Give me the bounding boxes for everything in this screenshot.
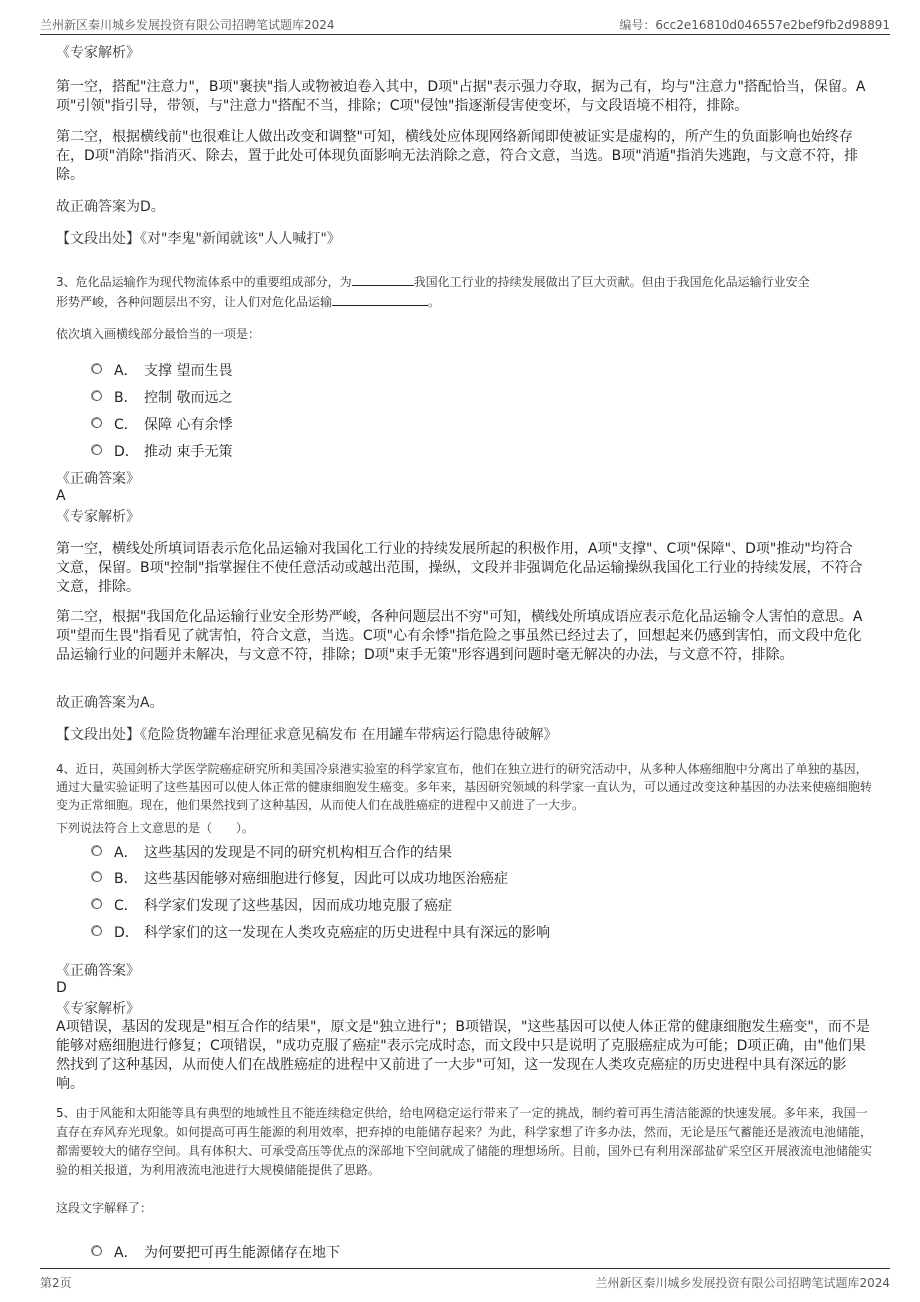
page-footer [40,1268,890,1299]
expert-analysis-tag: 《专家解析》 [56,509,140,525]
radio-button-icon[interactable] [92,418,102,428]
header-serial: 编号：6cc2e16810d046557e2bef9fb2d98891 [619,18,890,32]
correct-answer: A [56,488,66,504]
conclusion: 故正确答案为A。 [56,695,164,711]
fill-blank [332,293,428,306]
analysis-paragraph: A项错误，基因的发现是"相互合作的结果"，原文是"独立进行"；B项错误，"这些基因可以使人体正常的健康细胞发生癌变"，而不是能够对癌细胞进行修复；C项错误，"成功克服了癌症"表示完成时态，而文段中只是说明了克服癌症成为可能；D项正确，由"他们果然找到了这种基因，从而使人们在战胜癌症的进程中又前进了一大步"可知，这一发现在人类攻克癌症的历史进程中具有深远的影响。 [56,1019,870,1092]
radio-button-icon[interactable] [92,926,102,936]
option-text: 科学家们发现了这些基因，因而成功地克服了癌症 [144,898,452,914]
question-text-part: 我国化工行业的持续发展做出了巨大贡献。但由于我国危化品运输行业安全 [413,275,810,289]
radio-button-icon[interactable] [92,391,102,401]
option-letter: B． [114,390,138,406]
option-letter: D． [114,444,139,460]
question-text-part: 。 [428,295,441,309]
footer-title: 兰州新区秦川城乡发展投资有限公司招聘笔试题库2024 [595,1276,890,1290]
question-text-part: 3、危化品运输作为现代物流体系中的重要组成部分，为 [56,275,352,289]
analysis-paragraph: 第一空，横线处所填词语表示危化品运输对我国化工行业的持续发展所起的积极作用，A项"支撑"、C项"保障"、D项"推动"均符合文意，保留。B项"控制"指掌握住不使任意活动或越出范围，操纵，文段并非强调危化品运输操纵我国化工行业的持续发展，不符合文意，排除。 [56,541,863,595]
option-text: 保障 心有余悸 [144,417,233,433]
header-title: 兰州新区秦川城乡发展投资有限公司招聘笔试题库2024 [40,18,335,32]
radio-button-icon[interactable] [92,846,102,856]
fill-blank [352,273,414,286]
analysis-paragraph: 第二空，根据"我国危化品运输行业安全形势严峻，各种问题层出不穷"可知，横线处所填成语应表示危化品运输令人害怕的意思。A项"望而生畏"指看见了就害怕，符合文意，当选。C项"心有余悸"指危险之事虽然已经过去了，回想起来仍感到害怕，而文段中危化品运输行业的问题并未解决，与文意不符，排除；D项"束手无策"形容遇到问题时毫无解决的办法，与文意不符，排除。 [56,609,863,663]
option-letter: A． [114,363,138,379]
option-text: 科学家们的这一发现在人类攻克癌症的历史进程中具有深远的影响 [144,925,550,941]
page-header [40,8,890,35]
conclusion: 故正确答案为D。 [56,199,165,215]
expert-analysis-tag: 《专家解析》 [56,45,140,61]
radio-button-icon[interactable] [92,1246,102,1256]
expert-analysis-tag: 《专家解析》 [56,1001,140,1017]
option-text: 控制 敬而远之 [144,390,233,406]
page-number: 第2页 [40,1276,72,1290]
question-prompt: 这段文字解释了： [56,1201,153,1215]
correct-answer-tag: 《正确答案》 [56,963,140,979]
option-text: 为何要把可再生能源储存在地下 [144,1245,340,1261]
radio-button-icon[interactable] [92,445,102,455]
option-letter: B． [114,871,138,887]
option-letter: C． [114,898,138,914]
option-letter: A． [114,845,138,861]
correct-answer-tag: 《正确答案》 [56,471,140,487]
option-letter: D． [114,925,139,941]
option-text: 推动 束手无策 [144,444,233,460]
option-letter: A． [114,1245,138,1261]
question-text: 4、近日，英国剑桥大学医学院癌症研究所和美国冷泉港实验室的科学家宣布，他们在独立进行的研究活动中，从多种人体癌细胞中分离出了单独的基因，通过大量实验证明了这些基因可以使人体正常的健康细胞发生癌变。多年来，基因研究领域的科学家一直认为，可以通过改变这种基因的办法来使癌细胞转变为正常细胞。现在，他们果然找到了这种基因，从而使人们在战胜癌症的进程中又前进了一大步。 [56,762,873,812]
correct-answer: D [56,980,67,996]
option-text: 这些基因的发现是不同的研究机构相互合作的结果 [144,845,452,861]
question-prompt: 依次填入画横线部分最恰当的一项是： [56,327,261,341]
question-prompt: 下列说法符合上文意思的是（ ）。 [56,821,255,835]
radio-button-icon[interactable] [92,899,102,909]
analysis-paragraph: 第二空，根据横线前"也很难让人做出改变和调整"可知，横线处应体现网络新闻即使被证实是虚构的，所产生的负面影响也始终存在，D项"消除"指消灭、除去，置于此处可体现负面影响无法消除之意，符合文意，当选。B项"消遁"指消失逃跑，与文意不符，排除。 [56,129,859,183]
option-letter: C． [114,417,138,433]
radio-button-icon[interactable] [92,872,102,882]
question-text-part: 形势严峻，各种问题层出不穷，让人们对危化品运输 [56,295,333,309]
analysis-paragraph: 第一空，搭配"注意力"，B项"裹挟"指人或物被迫卷入其中，D项"占据"表示强力夺取，据为己有，均与"注意力"搭配恰当，保留。A项"引领"指引导，带领，与"注意力"搭配不当，排除；C项"侵蚀"指逐渐侵害使变坏，与文段语境不相符，排除。 [56,79,866,114]
source-citation: 【文段出处】《对"李鬼"新闻就该"人人喊打"》 [56,231,341,247]
question-text: 5、由于风能和太阳能等具有典型的地域性且不能连续稳定供给，给电网稳定运行带来了一定的挑战，制约着可再生清洁能源的快速发展。多年来，我国一直存在弃风弃光现象。如何提高可再生能源的利用效率，把弃掉的电能储存起来？为此，科学家想了许多办法，然而，无论是压气蓄能还是液流电池储能，都需要较大的储存空间。具有体积大、可承受高压等优点的深部地下空间就成了储能的理想场所。目前，国外已有利用深部盐矿采空区开展液流电池储能实验的相关报道，为利用液流电池进行大规模储能提供了思路。 [56,1106,873,1177]
source-citation: 【文段出处】《危险货物罐车治理征求意见稿发布 在用罐车带病运行隐患待破解》 [56,727,558,743]
question-text [56,272,874,312]
option-text: 这些基因能够对癌细胞进行修复，因此可以成功地医治癌症 [144,871,508,887]
radio-button-icon[interactable] [92,364,102,374]
option-text: 支撑 望而生畏 [144,363,233,379]
